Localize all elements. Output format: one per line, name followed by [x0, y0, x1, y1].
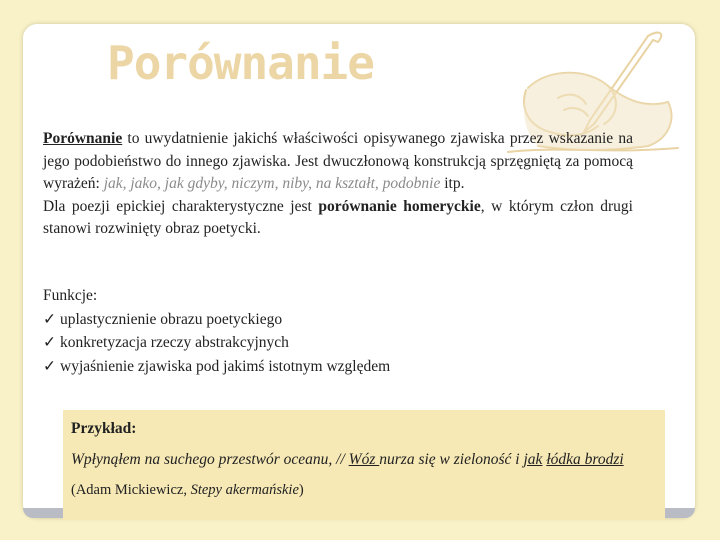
check-icon: ✓ [43, 357, 56, 375]
slide-title: Porównanie [107, 36, 374, 90]
functions-section [43, 284, 633, 378]
source-open: (Adam Mickiewicz, [71, 482, 191, 498]
function-item [43, 355, 633, 379]
function-item [43, 331, 633, 355]
example-box [63, 410, 665, 520]
epic-term-2: homeryckie [403, 197, 481, 215]
source-close: ) [298, 482, 304, 498]
definition-term: Porównanie [43, 130, 123, 147]
definition-paragraph [43, 128, 633, 241]
definition-text-2: itp. [440, 175, 465, 192]
function-item-text: wyjaśnienie zjawiska pod jakimś istotnym względem [60, 357, 391, 375]
quote-jak: jak [523, 451, 543, 468]
check-icon: ✓ [43, 310, 56, 328]
epic-term-1: porównanie [318, 197, 397, 215]
quote-woz: Wóz [348, 451, 380, 468]
example-label: Przykład: [71, 420, 137, 437]
example-source [71, 482, 657, 499]
source-title: Stepy akermańskie [190, 482, 299, 498]
quote-part-2: nurza się w zieloność i [379, 451, 524, 468]
epic-intro: Dla poezji epickiej charakterystyczne jest [43, 197, 319, 215]
check-icon: ✓ [43, 334, 56, 351]
quote-part-1: Wpłynąłem na suchego przestwór oceanu, // [71, 451, 349, 468]
function-item-text: uplastycznienie obrazu poetyckiego [60, 310, 283, 328]
epic-rest: , w którym człon drugi stanowi rozwinięty obraz poetycki. [43, 197, 633, 237]
definition-examples: jak, jako, jak gdyby, niczym, niby, na kształt, podobnie [103, 175, 441, 192]
quote-lodka: łódka brodzi [546, 451, 624, 468]
example-quote [71, 448, 657, 472]
function-item [43, 308, 633, 332]
definition-text-1: to uwydatnienie jakichś właściwości opisywanego zjawiska przez wskazanie na jego podobieństwo do innego zjawiska. Jest dwuczłonową konstrukcją sprzęgniętą za pomocą wyrażeń: [43, 130, 633, 192]
function-item-text: konkretyzacja rzeczy abstrakcyjnych [60, 334, 289, 351]
functions-label: Funkcje: [43, 287, 98, 304]
